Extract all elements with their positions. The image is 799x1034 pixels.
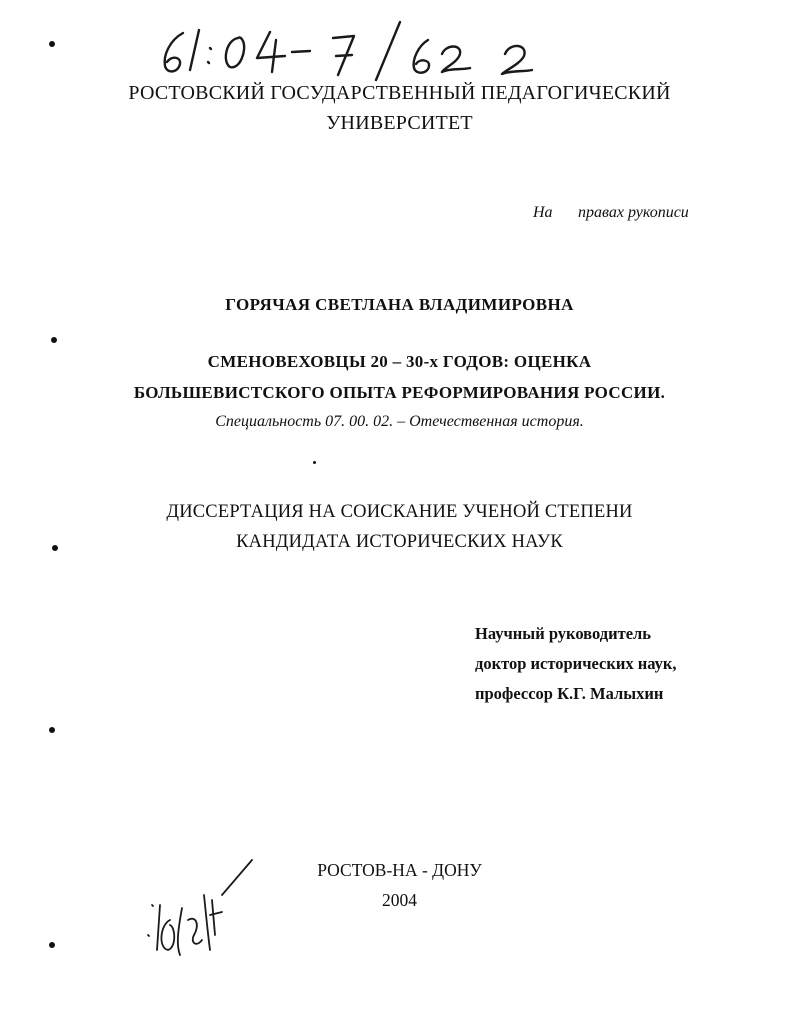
author-name: ГОРЯЧАЯ СВЕТЛАНА ВЛАДИМИРОВНА — [225, 295, 574, 314]
scan-speck — [313, 461, 316, 464]
scan-mark-dot — [49, 41, 55, 47]
supervisor-label: Научный руководитель — [475, 624, 651, 643]
degree-line1: ДИССЕРТАЦИЯ НА СОИСКАНИЕ УЧЕНОЙ СТЕПЕНИ — [166, 502, 633, 522]
scan-mark-dot — [52, 545, 58, 551]
scan-mark-dot — [51, 337, 57, 343]
city: РОСТОВ-НА - ДОНУ — [317, 860, 482, 880]
scan-mark-dot — [49, 942, 55, 948]
degree-line2: КАНДИДАТА ИСТОРИЧЕСКИХ НАУК — [236, 532, 563, 552]
supervisor-name: профессор К.Г. Малыхин — [475, 684, 664, 703]
manuscript-rights-word2: правах рукописи — [578, 204, 689, 221]
year: 2004 — [382, 890, 417, 910]
scan-mark-dot — [49, 727, 55, 733]
university-name-line1: РОСТОВСКИЙ ГОСУДАРСТВЕННЫЙ ПЕДАГОГИЧЕСКИЙ — [128, 82, 671, 104]
supervisor-degree: доктор исторических наук, — [475, 654, 677, 673]
manuscript-rights-word1: На — [533, 204, 553, 221]
dissertation-title-line2: БОЛЬШЕВИСТСКОГО ОПЫТА РЕФОРМИРОВАНИЯ РОССИИ. — [133, 383, 666, 402]
dissertation-title-line1: СМЕНОВЕХОВЦЫ 20 – 30-х ГОДОВ: ОЦЕНКА — [207, 352, 592, 371]
university-name-line2: УНИВЕРСИТЕТ — [326, 112, 473, 134]
specialty: Специальность 07. 00. 02. – Отечественная история. — [215, 413, 584, 430]
